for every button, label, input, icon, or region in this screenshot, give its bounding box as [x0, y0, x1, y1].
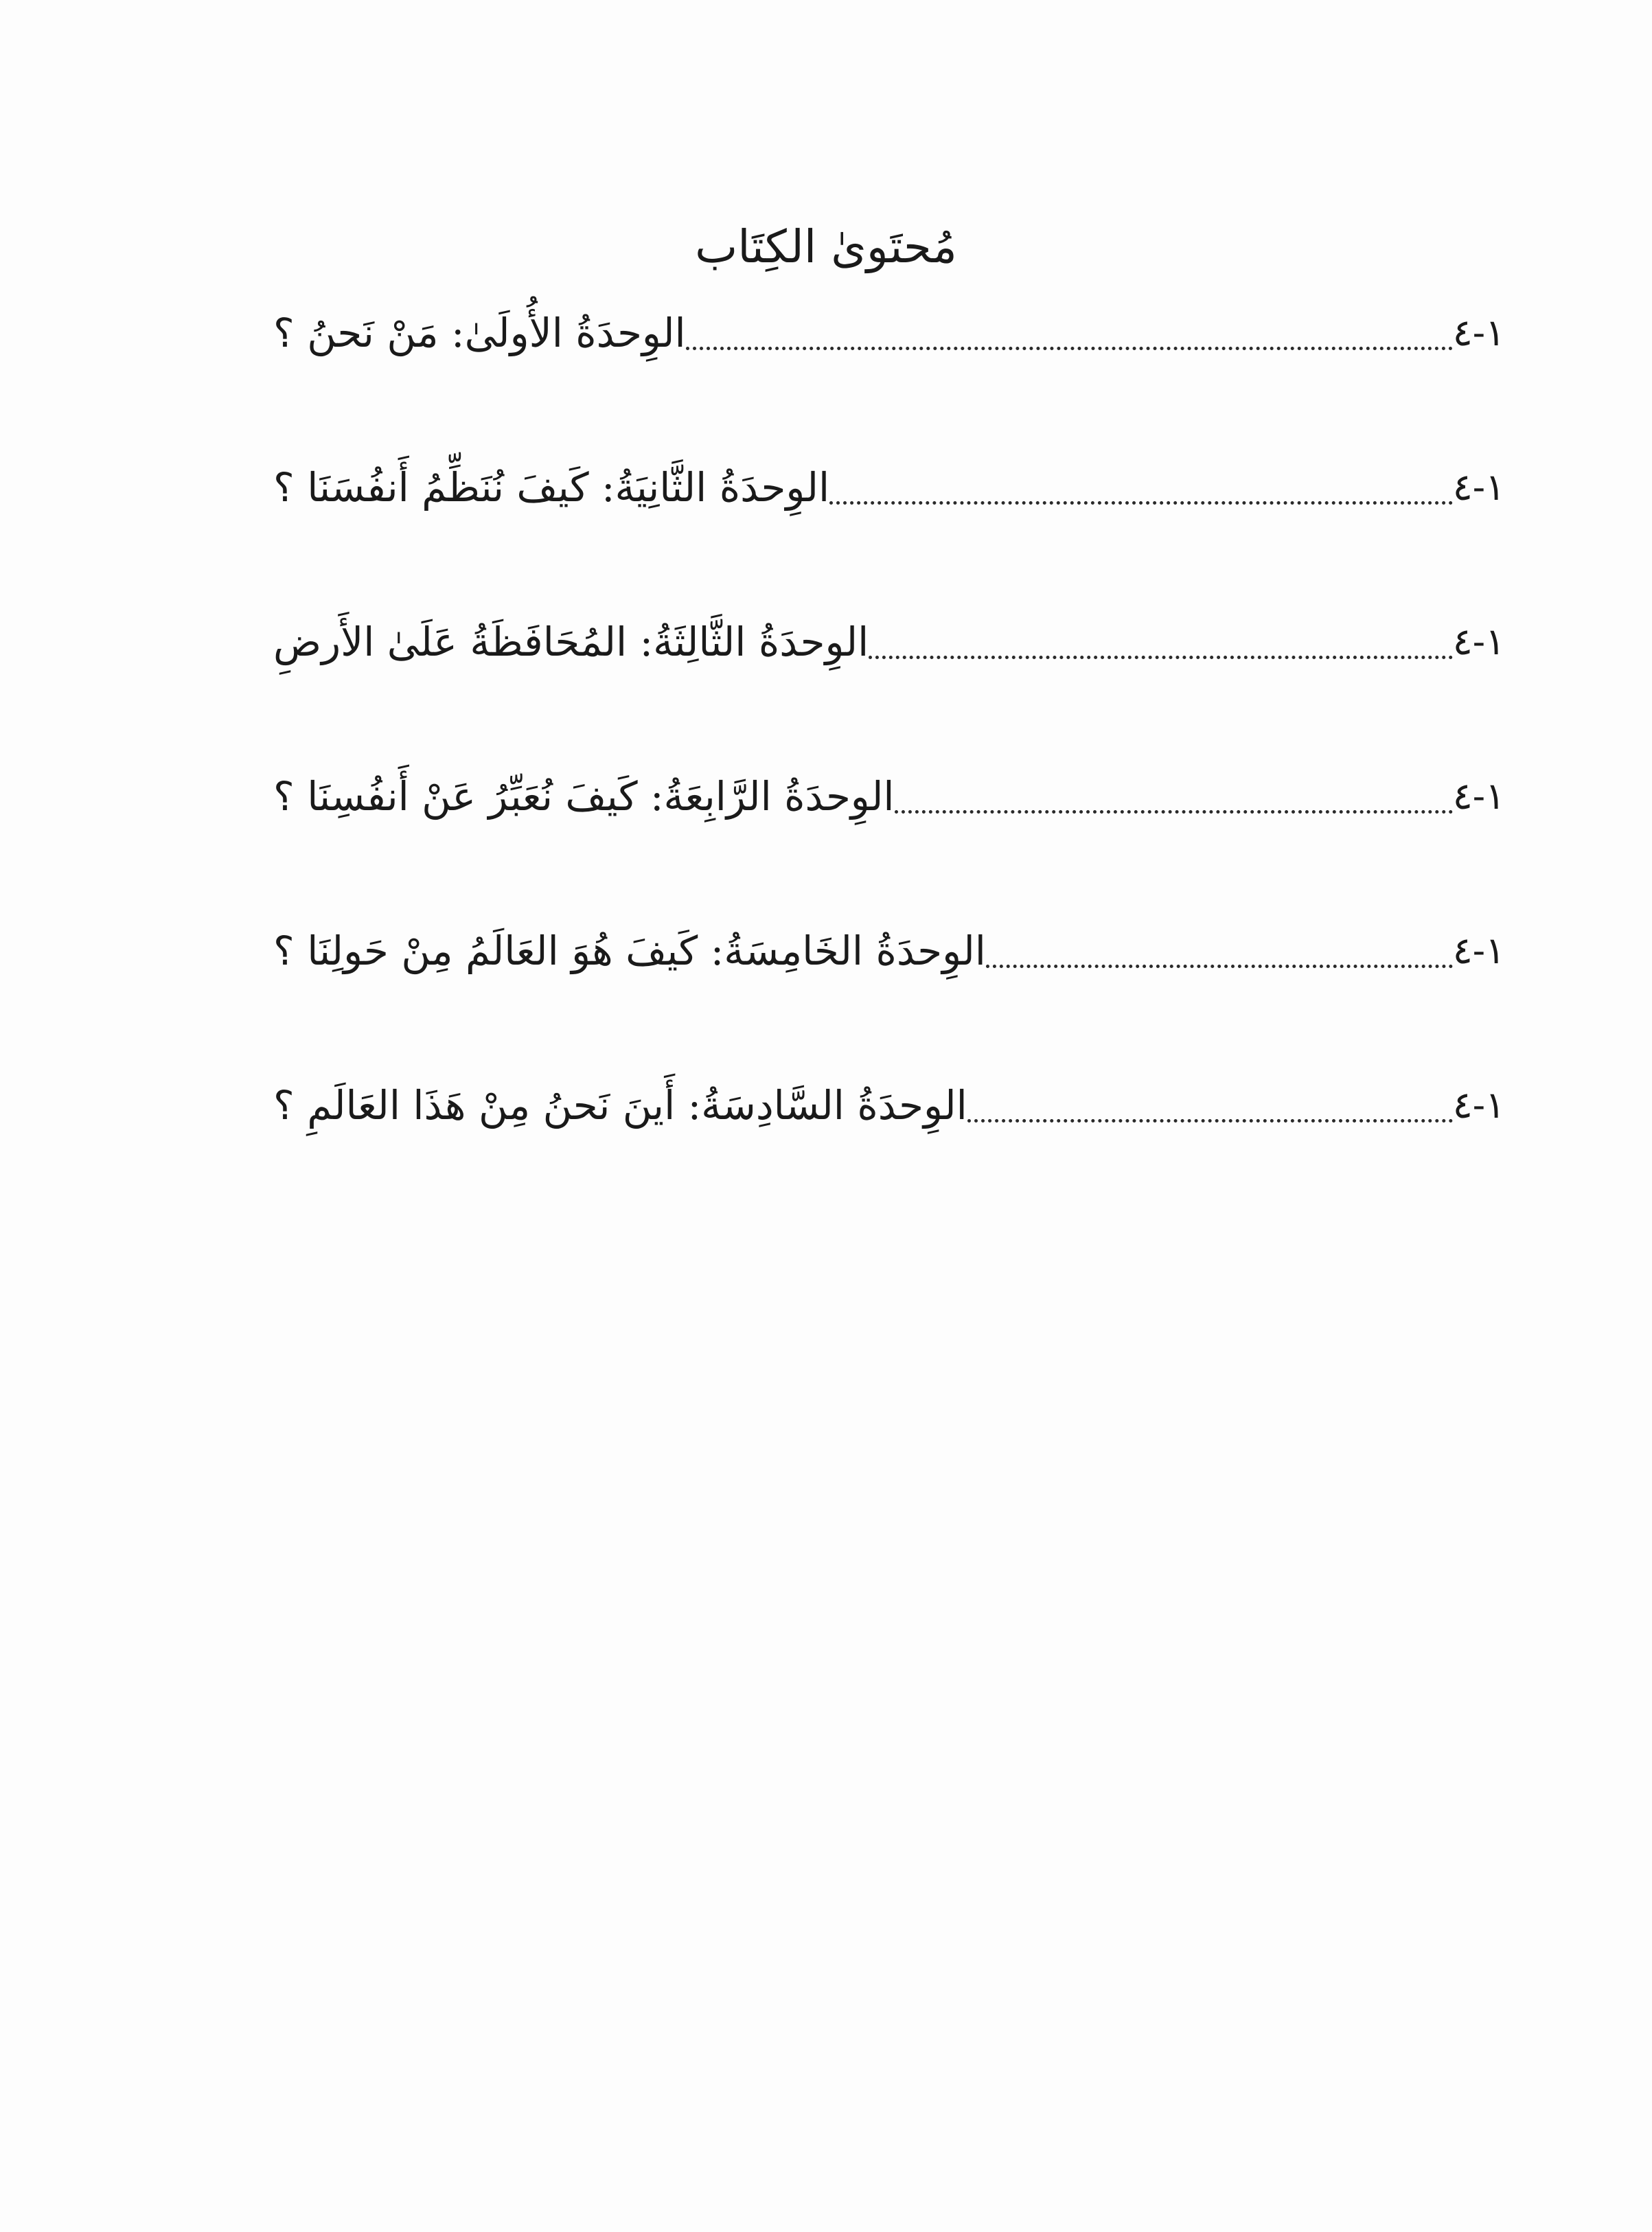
- table-of-contents: [261, 0, 1524, 2232]
- toc-dotted-leader: [967, 1118, 1453, 1123]
- toc-dotted-leader: [986, 964, 1453, 968]
- toc-entry-title: الوِحدَةُ الثَّالِثَةُ: المُحَافَظَةُ عَلَىٰ الأَرضِ: [273, 619, 869, 665]
- toc-entry-title: الوِحدَةُ السَّادِسَةُ: أَينَ نَحنُ مِنْ هَذَا العَالَمِ ؟: [273, 1082, 967, 1129]
- toc-entry-pages: ١-٤: [1452, 620, 1505, 663]
- toc-entry-pages: ١-٤: [1452, 1083, 1505, 1127]
- toc-entry-title: الوِحدَةُ الثَّانِيَةُ: كَيفَ نُنَظِّمُ أَنفُسَنَا ؟: [273, 464, 830, 511]
- toc-entry-6: [261, 1061, 1524, 1143]
- toc-dotted-leader: [686, 346, 1453, 350]
- toc-entry-4: [261, 752, 1524, 834]
- toc-entry-pages: ١-٤: [1452, 774, 1505, 818]
- toc-entry-title: الوِحدَةُ الرَّابِعَةُ: كَيفَ نُعَبِّرُ عَنْ أَنفُسِنَا ؟: [273, 773, 895, 820]
- toc-entry-1: [261, 288, 1524, 371]
- toc-entry-5: [261, 906, 1524, 989]
- toc-entry-pages: ١-٤: [1452, 311, 1505, 354]
- toc-entry-2: [261, 443, 1524, 525]
- toc-entry-title: الوِحدَةُ الأُولَىٰ: مَنْ نَحنُ ؟: [273, 310, 686, 356]
- toc-dotted-leader: [895, 809, 1453, 814]
- toc-entry-pages: ١-٤: [1452, 929, 1505, 972]
- toc-dotted-leader: [869, 655, 1452, 659]
- toc-dotted-leader: [829, 501, 1453, 505]
- toc-entry-title: الوِحدَةُ الخَامِسَةُ: كَيفَ هُوَ العَالَمُ مِنْ حَولِنَا ؟: [273, 928, 986, 974]
- toc-entry-pages: ١-٤: [1452, 465, 1505, 509]
- page-title: مُحتَوىٰ الكِتَاب: [695, 220, 957, 273]
- toc-entry-3: [261, 597, 1524, 680]
